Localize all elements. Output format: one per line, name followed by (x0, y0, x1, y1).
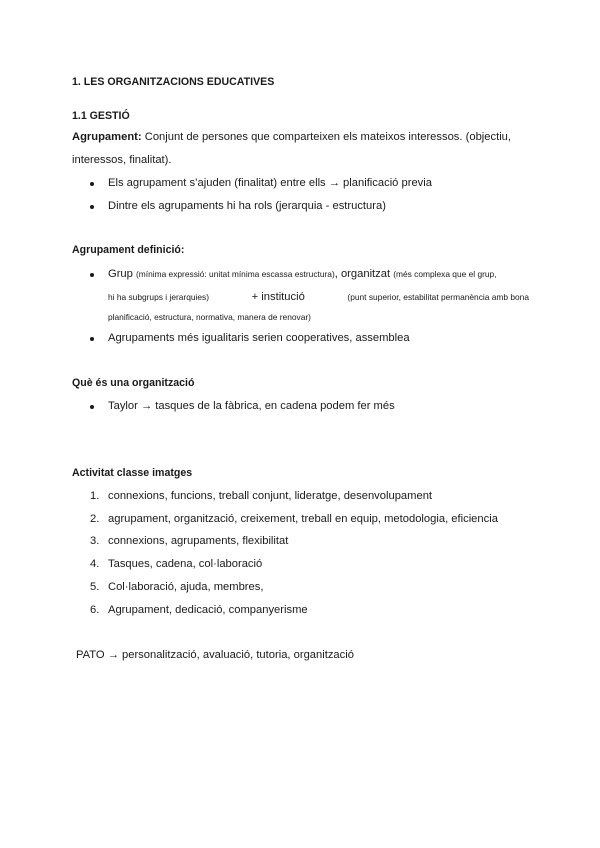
list-item: Col·laboració, ajuda, membres, (108, 581, 264, 593)
activitat-heading: Activitat classe imatges (72, 467, 193, 479)
agrupament-term: Agrupament: (72, 131, 142, 143)
list-item-line2 (108, 290, 529, 304)
list-number: 6. (90, 604, 100, 616)
list-item: Dintre els agrupaments hi ha rols (jerarquia - estructura) (108, 200, 386, 212)
agrupament-definition-line2: interessos, finalitat). (72, 154, 172, 166)
list-number: 4. (90, 558, 100, 570)
institucio-note: (punt superior, estabilitat permanència amb bona (347, 292, 529, 302)
bullet-icon (90, 337, 94, 341)
institucio-term: + institució (251, 291, 305, 303)
organitzat-term: , organitzat (334, 268, 391, 280)
list-number: 5. (90, 581, 100, 593)
grup-term: Grup (108, 268, 133, 280)
bullet-icon (90, 205, 94, 209)
pato-line: PATO → personalització, avaluació, tutoria, organització (76, 649, 354, 661)
subgrups-note: hi ha subgrups i jerarquies) (108, 292, 210, 302)
list-item: Taylor → tasques de la fàbrica, en cadena podem fer més (108, 400, 395, 412)
list-item-line3: planificació, estructura, normativa, manera de renovar) (108, 312, 311, 322)
list-item: Tasques, cadena, col·laboració (108, 558, 263, 570)
list-item: connexions, agrupaments, flexibilitat (108, 535, 289, 547)
definicio-heading: Agrupament definició: (72, 244, 185, 256)
organitzacio-heading: Què és una organització (72, 377, 195, 389)
list-item: Els agrupament s’ajuden (finalitat) entre ells → planificació previa (108, 177, 432, 189)
list-item-line1 (108, 267, 497, 281)
list-number: 2. (90, 513, 100, 525)
organitzat-note: (més complexa que el grup, (393, 269, 497, 279)
agrupament-definition-line1 (72, 130, 511, 144)
list-item: agrupament, organització, creixement, treball en equip, metodologia, eficiencia (108, 513, 498, 525)
list-item: connexions, funcions, treball conjunt, lideratge, desenvolupament (108, 490, 433, 502)
agrupament-definition-text: Conjunt de persones que comparteixen els mateixos interessos. (objectiu, (144, 131, 512, 143)
grup-note: (mínima expressió: unitat mínima escassa estructura) (135, 269, 335, 279)
bullet-icon (90, 182, 94, 186)
list-item: Agrupaments més igualitaris serien cooperatives, assemblea (108, 332, 410, 344)
section-heading: 1.1 GESTIÓ (72, 110, 130, 122)
list-number: 3. (90, 535, 100, 547)
list-item: Agrupament, dedicació, companyerisme (108, 604, 308, 616)
bullet-icon (90, 273, 94, 277)
document-title: 1. LES ORGANITZACIONS EDUCATIVES (72, 76, 275, 88)
list-number: 1. (90, 490, 100, 502)
bullet-icon (90, 405, 94, 409)
